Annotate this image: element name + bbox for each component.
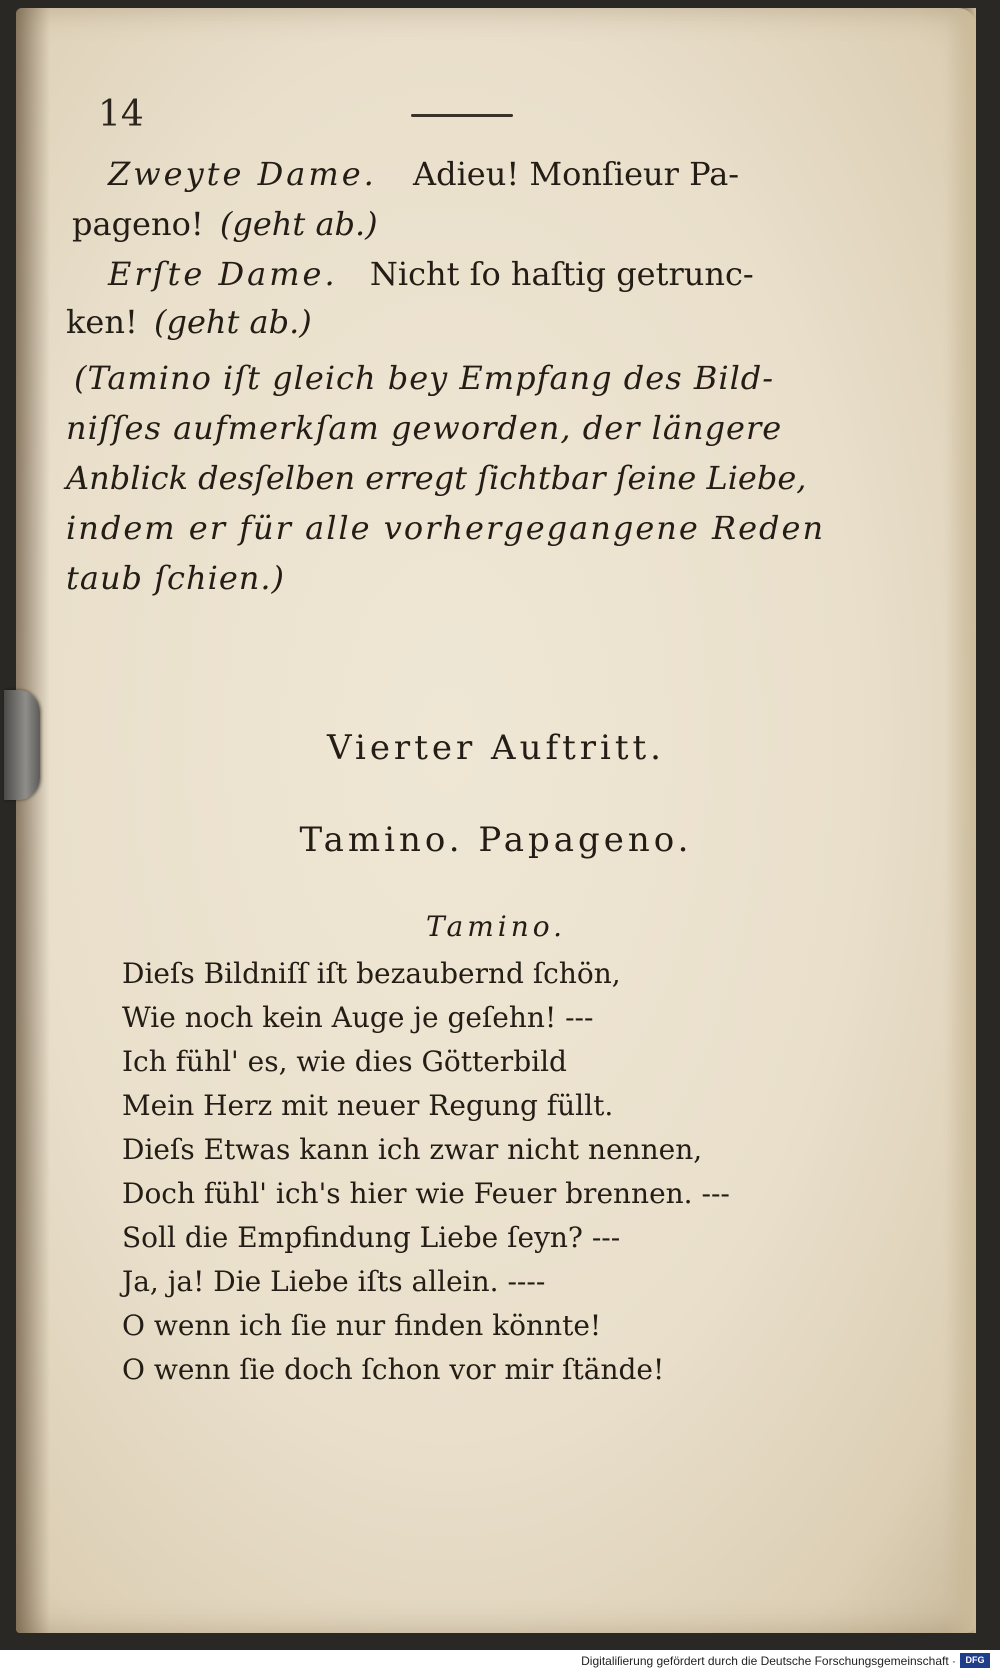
- stage-direction-line: indem er für alle vorhergegangene Reden: [66, 509, 826, 547]
- stage-note: (geht ab.): [219, 205, 378, 243]
- verse-line: Dieſs Etwas kann ich zwar nicht nennen,: [122, 1133, 703, 1166]
- header-rule: [411, 114, 513, 117]
- dialogue-text: Nicht ſo haſtig getrunc-: [369, 255, 754, 293]
- page-number: 14: [98, 94, 144, 135]
- dialogue-text: pageno!: [72, 205, 204, 243]
- stage-note: (geht ab.): [153, 303, 312, 341]
- verse-line: Ja, ja! Die Liebe iſts allein. ----: [122, 1265, 546, 1298]
- book-page: [16, 8, 976, 1633]
- dialogue-line-3: [108, 255, 754, 293]
- verse-line: Dieſs Bildniſſ iſt bezaubernd ſchön,: [122, 957, 621, 990]
- verse-line: Doch fühl' ich's hier wie Feuer brennen. ---: [122, 1177, 730, 1210]
- verse-line: Soll die Empfindung Liebe ſeyn? ---: [122, 1221, 621, 1254]
- stage-direction-line: niſſes aufmerkſam geworden, der längere: [66, 409, 783, 447]
- verse-speaker: Tamino.: [426, 910, 566, 943]
- verse-line: O wenn ich ſie nur finden könnte!: [122, 1309, 602, 1342]
- funding-credit: Digitaliſierung gefördert durch die Deutsche Forschungsgemeinschaft ·: [581, 1654, 956, 1668]
- dialogue-text: ken!: [66, 303, 138, 341]
- dialogue-line-4: [66, 303, 312, 341]
- verse-line: Mein Herz mit neuer Regung füllt.: [122, 1089, 614, 1122]
- scene-title: Vierter Auftritt.: [326, 728, 665, 768]
- stage-direction-line: taub ſchien.): [66, 559, 286, 597]
- verse-line: Ich fühl' es, wie dies Götterbild: [122, 1045, 567, 1078]
- scene-characters: Tamino. Papageno.: [299, 820, 693, 860]
- footer-bar: [0, 1650, 1000, 1673]
- speaker-name: Erſte Dame.: [108, 255, 338, 293]
- stage-direction-line: Anblick desſelben erregt ſichtbar ſeine Liebe,: [66, 459, 807, 497]
- verse-line: Wie noch kein Auge je geſehn! ---: [122, 1001, 594, 1034]
- dialogue-text: Adieu! Monſieur Pa-: [412, 155, 740, 193]
- stage-direction-line: (Tamino iſt gleich bey Empfang des Bild-: [74, 359, 775, 397]
- speaker-name: Zweyte Dame.: [108, 155, 377, 193]
- dialogue-line-1: [108, 155, 740, 193]
- verse-line: O wenn ſie doch ſchon vor mir ſtände!: [122, 1353, 665, 1386]
- page-clip: [4, 690, 40, 800]
- dialogue-line-2: [72, 205, 378, 243]
- dfg-logo: DFG: [960, 1653, 990, 1668]
